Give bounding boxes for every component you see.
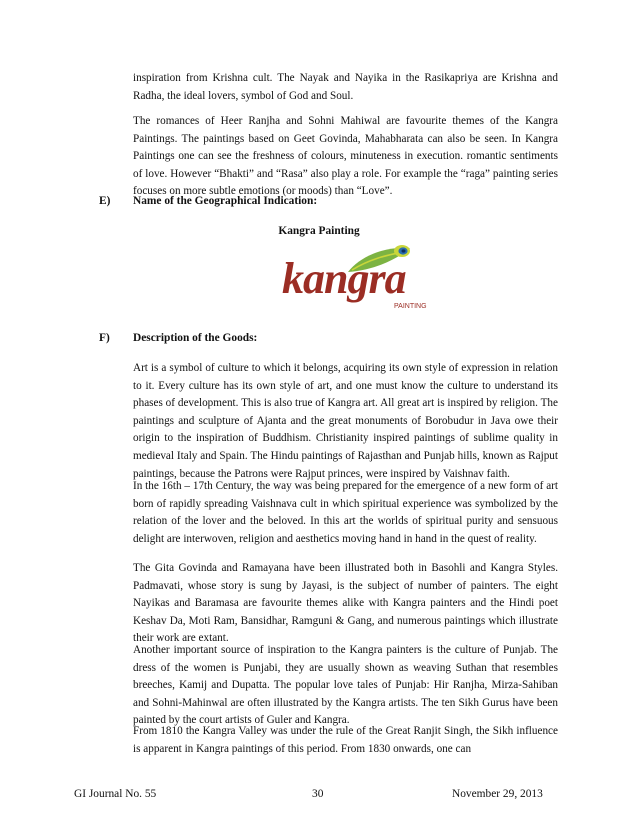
footer-date: November 29, 2013: [452, 788, 543, 800]
paragraph-punjab-culture: Another important source of inspiration to the Kangra painters is the culture of Punjab. The dress of the women is Punjabi, they are usually shown as weaving Suthan that resembles breeches, Kamij and Dupatta. The popular love tales of Punjab: Hir Ranjha, Mirza-Sahiban and Sohni-Mahinwal are often illustrated by the Kangra artists. The ten Sikh Gurus have been painted by the court artists of Guler and Kangra.: [133, 644, 558, 727]
section-title: Name of the Geographical Indication:: [133, 195, 318, 207]
footer-journal: GI Journal No. 55: [74, 788, 157, 800]
paragraph-krishna-cult: inspiration from Krishna cult. The Nayak and Nayika in the Rasikapriya are Krishna and Radha, the ideal lovers, symbol of God and Soul.: [133, 72, 558, 102]
paragraph-romances: The romances of Heer Ranjha and Sohni Mahiwal are favourite themes of the Kangra Paintings. The paintings based on Geet Govinda, Mahabharata can also be seen. In Kangra Paintings one can see the freshness of colours, minuteness in execution. romantic sentiments of love. However “Bhakti” and “Rasa” also play a role. For example the “raga” painting series focuses on more subtle emotions (or moods) than “Love”.: [133, 115, 558, 198]
paragraph-art-culture: Art is a symbol of culture to which it belongs, acquiring its own style of expression in relation to it. Every culture has its own style of art, and one must know the culture to understand its phases of development. This is also true of Kangra art. All great art is inspired by religion. The paintings and sculpture of Ajanta and the great monuments of Borobudur in Java owe their origin to the inspiration of Buddhism. Christianity inspired paintings of sublime quality in medieval Italy and Spain. The Hindu paintings of Rajasthan and Punjab hills, known as Rajput paintings, because the Patrons were Rajput princes, were inspired by Vaishnav faith.: [133, 362, 558, 480]
paragraph-ranjit-singh: From 1810 the Kangra Valley was under the rule of the Great Ranjit Singh, the Sikh influence is apparent in Kangra paintings of this period. From 1830 onwards, one can: [133, 725, 558, 755]
paragraph-16th-century: In the 16th – 17th Century, the way was being prepared for the emergence of a new form of art born of rapidly spreading Vaishnava cult in which spiritual experience was symbolized by the relation of the lover and the beloved. In this art the worlds of spiritual purity and sensuous delight are interwoven, religion and aesthetics moving hand in hand in the quest of reality.: [133, 480, 558, 545]
section-title: Description of the Goods:: [133, 332, 258, 344]
paragraph-gita-govinda: The Gita Govinda and Ramayana have been illustrated both in Basohli and Kangra Styles. Padmavati, whose story is sung by Jayasi, is the subject of number of painters. The eight Nayikas and Baramasa are favourite themes alike with Kangra painters and the Hindi poet Keshav Da, Moti Ram, Bansidhar, Ramguni & Gang, and numerous paintings which illustrate their work are extant.: [133, 562, 558, 645]
logo-subtext: PAINTING: [394, 303, 427, 310]
kangra-logo: [278, 244, 427, 312]
gi-name: Kangra Painting: [278, 225, 360, 237]
section-letter: F): [99, 332, 110, 344]
logo-wordmark: kangra: [282, 254, 406, 303]
section-letter: E): [99, 195, 111, 207]
footer-page-number: 30: [312, 788, 324, 800]
